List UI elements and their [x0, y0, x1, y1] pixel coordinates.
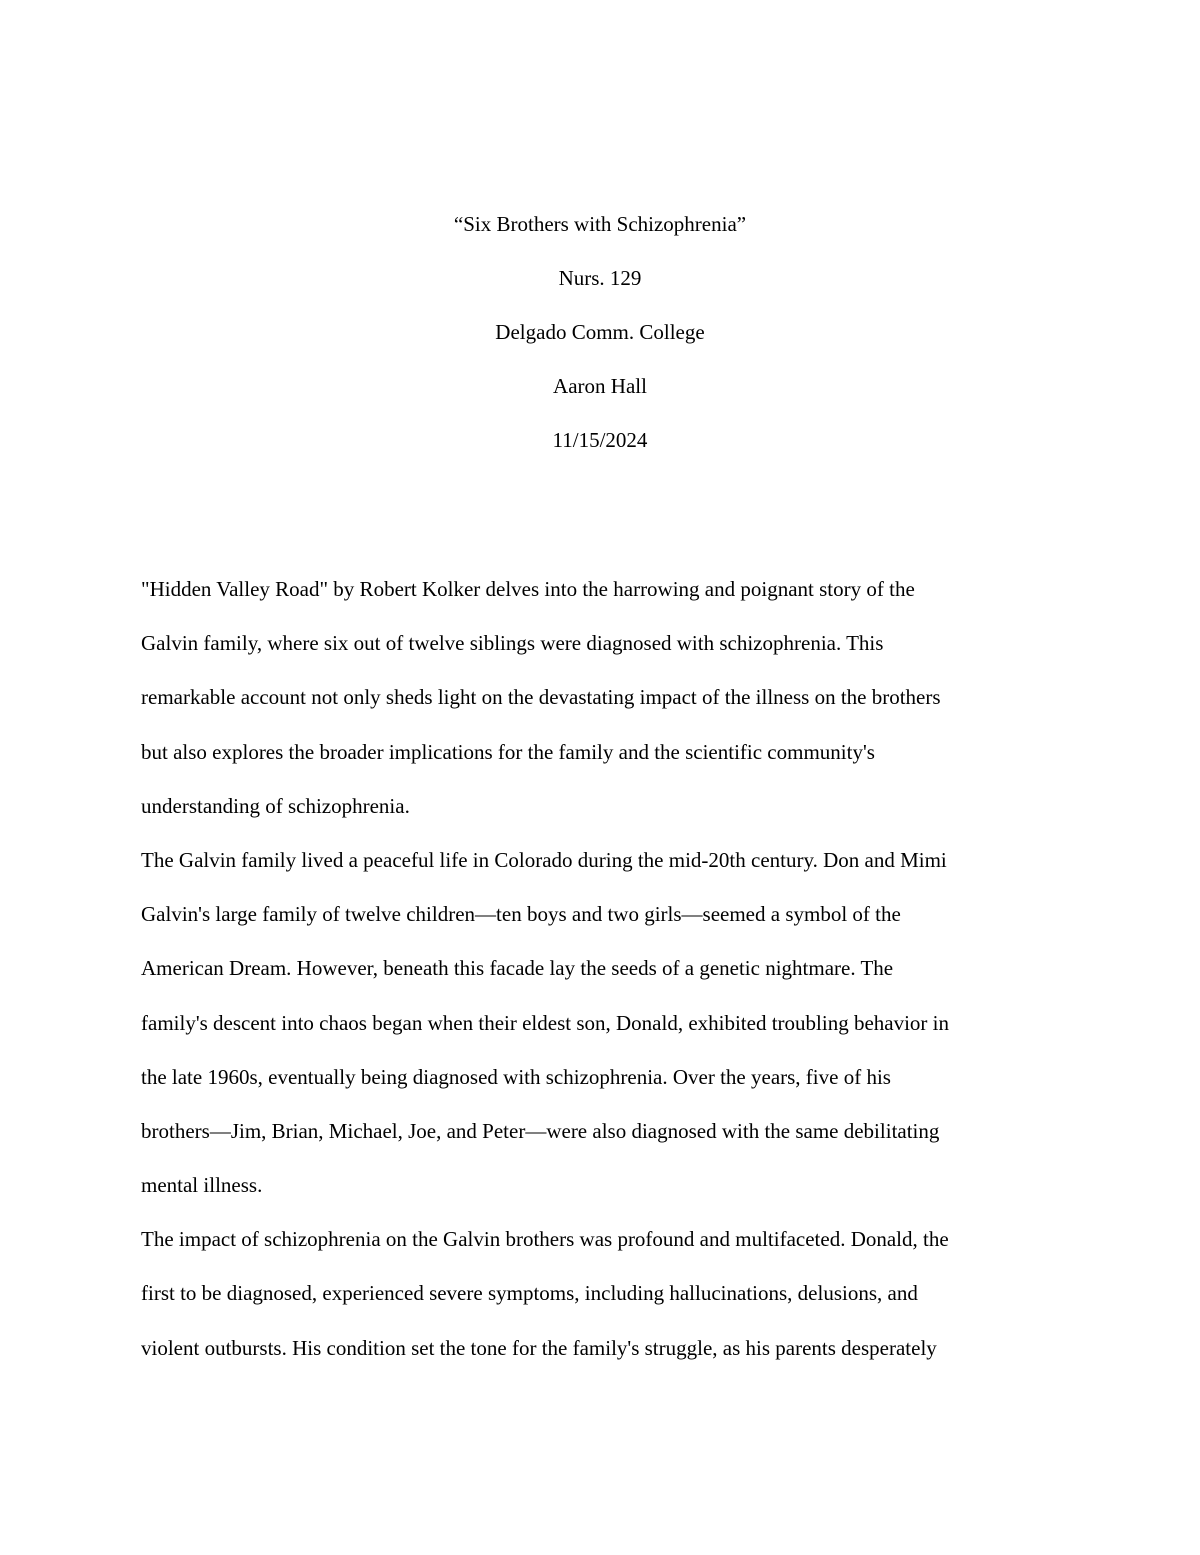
body-line: Galvin family, where six out of twelve siblings were diagnosed with schizophrenia. This: [141, 631, 884, 656]
body-line: violent outbursts. His condition set the tone for the family's struggle, as his parents desperately: [141, 1335, 937, 1360]
title-block: [0, 197, 1200, 467]
body-line: The Galvin family lived a peaceful life in Colorado during the mid-20th century. Don and Mimi: [141, 847, 947, 872]
essay-body: [141, 562, 1061, 1375]
body-line: brothers—Jim, Brian, Michael, Joe, and Peter—were also diagnosed with the same debilitating: [141, 1118, 940, 1143]
essay-title: “Six Brothers with Schizophrenia”: [453, 212, 747, 236]
body-line: understanding of schizophrenia.: [141, 793, 410, 818]
body-line: American Dream. However, beneath this facade lay the seeds of a genetic nightmare. The: [141, 956, 894, 981]
body-line: but also explores the broader implications for the family and the scientific community's: [141, 739, 875, 764]
author-name: Aaron Hall: [553, 374, 647, 398]
body-line: mental illness.: [141, 1173, 263, 1198]
body-line: family's descent into chaos began when their eldest son, Donald, exhibited troubling behavior in: [141, 1010, 950, 1035]
body-line: first to be diagnosed, experienced severe symptoms, including hallucinations, delusions, and: [141, 1281, 918, 1306]
body-line: remarkable account not only sheds light on the devastating impact of the illness on the brothers: [141, 685, 941, 710]
institution-name: Delgado Comm. College: [495, 320, 705, 344]
essay-date: 11/15/2024: [552, 428, 648, 452]
course-name: Nurs. 129: [558, 266, 642, 290]
body-line: The impact of schizophrenia on the Galvin brothers was profound and multifaceted. Donald, the: [141, 1227, 949, 1252]
body-line: Galvin's large family of twelve children—ten boys and two girls—seemed a symbol of the: [141, 902, 901, 927]
body-line: "Hidden Valley Road" by Robert Kolker delves into the harrowing and poignant story of the: [141, 577, 915, 601]
body-line: the late 1960s, eventually being diagnosed with schizophrenia. Over the years, five of his: [141, 1064, 891, 1089]
